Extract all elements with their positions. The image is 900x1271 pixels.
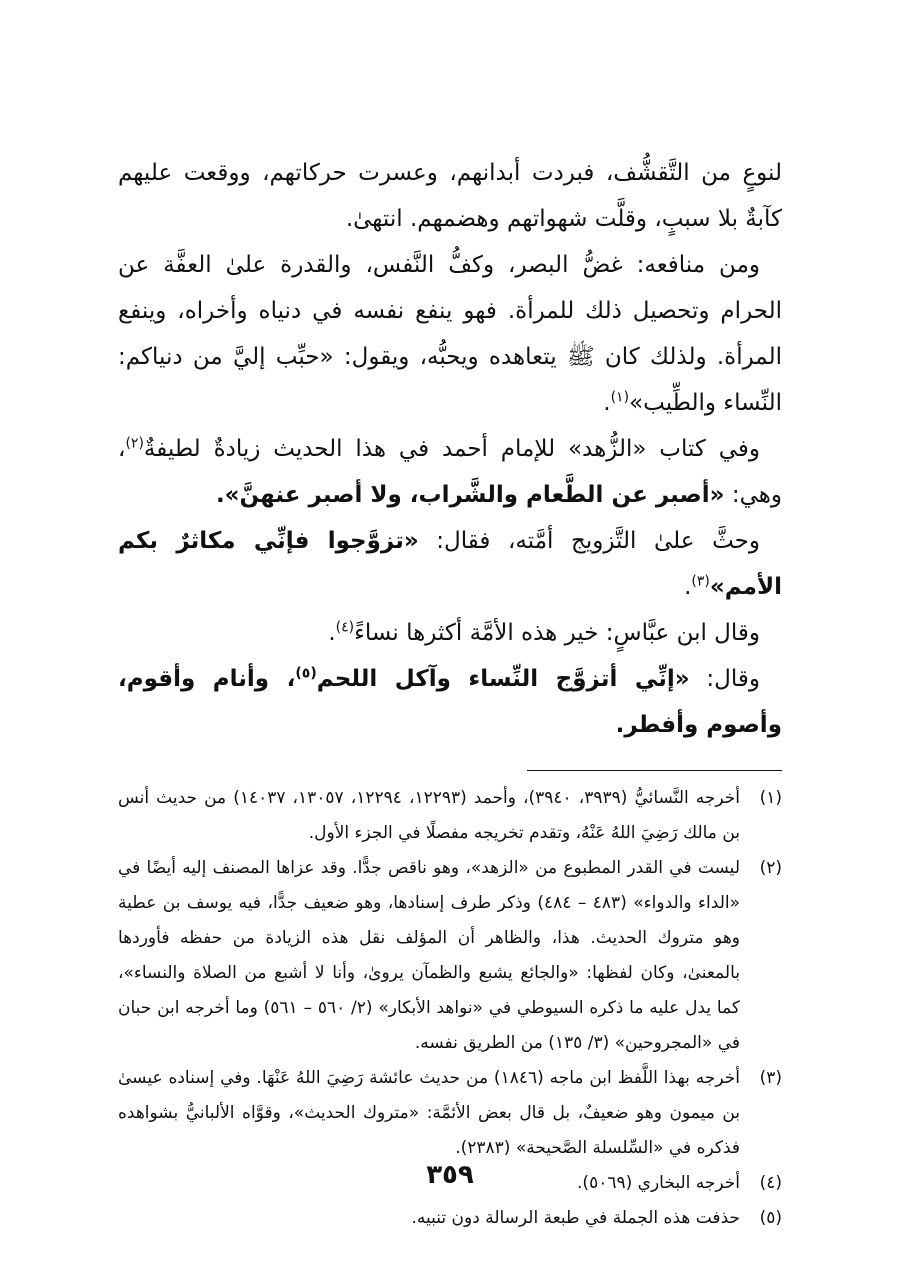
hadith-quote-start: «إنِّي أتزوَّج النِّساء وآكل اللحم (316, 666, 690, 692)
paragraph-text: وقال ابن عبَّاسٍ: خير هذه الأمَّة أكثرها نساءً (354, 620, 760, 646)
footnote-number: (١) (759, 788, 782, 808)
hadith-quote: «تزوَّجوا فإنِّي مكاثرٌ بكم الأمم» (118, 528, 782, 600)
paragraph-text: وحثَّ علىٰ التَّزويج أمَّته، فقال: (418, 528, 760, 554)
footnote-number: (٢) (759, 858, 782, 878)
main-text (118, 150, 782, 748)
paragraph-text-after: . (603, 390, 611, 416)
footnote-text: حذفت هذه الجملة في طبعة الرسالة دون تنبيه. (411, 1208, 740, 1228)
footnote-marker[interactable]: (٢) (125, 435, 144, 452)
paragraph-text: وقال: (689, 666, 760, 692)
hadith-quote: «أصبر عن الطَّعام والشَّراب، ولا أصبر عنهنَّ». (215, 482, 725, 508)
footnote-5 (118, 1201, 782, 1236)
paragraph-text: لنوعٍ من التَّقشُّف، فبردت أبدانهم، وعسرت حركاتهم، ووقعت عليهم كآبةٌ بلا سببٍ، وقلَّت شهواتهم وهضمهم. انتهىٰ. (118, 160, 782, 232)
paragraph-3 (118, 426, 782, 518)
footnote-divider (527, 770, 782, 771)
paragraph-text: ومن منافعه: غضُّ البصر، وكفُّ النَّفس، والقدرة علىٰ العفَّة عن الحرام وتحصيل ذلك للمرأة. فهو ينفع نفسه في دنياه وأخراه، وينفع المرأة. ولذلك كان ﷺ يتعاهده ويحبُّه، ويقول: «حبِّب إليَّ من دنياكم: النِّساء والطِّيب» (118, 252, 782, 416)
paragraph-text: وفي كتاب «الزُّهد» للإمام أحمد في هذا الحديث زيادةٌ لطيفةٌ (143, 436, 760, 462)
paragraph-5 (118, 610, 782, 656)
paragraph-text-after: . (684, 574, 692, 600)
footnote-marker[interactable]: (٤) (335, 619, 355, 636)
footnote-marker[interactable]: (٥) (295, 665, 317, 682)
footnote-1 (118, 781, 782, 851)
paragraph-4 (118, 518, 782, 610)
hadith-quote (118, 666, 782, 738)
paragraph-text-after: . (328, 620, 336, 646)
paragraph-6 (118, 656, 782, 748)
footnote-number: (٣) (759, 1068, 782, 1088)
footnote-marker[interactable]: (١) (610, 389, 630, 406)
footnote-marker[interactable]: (٣) (691, 573, 710, 590)
footnote-3 (118, 1061, 782, 1166)
paragraph-1 (118, 150, 782, 242)
footnote-text: أخرجه النَّسائيُّ (٣٩٣٩، ٣٩٤٠)، وأحمد (١٢٢٩٣، ١٢٢٩٤، ١٣٠٥٧، ١٤٠٣٧) من حديث أنس بن مالك رَضِيَ اللهُ عَنْهُ، وتقدم تخريجه مفصلًا في الجزء الأول. (118, 788, 741, 843)
footnote-text: أخرجه بهذا اللَّفظ ابن ماجه (١٨٤٦) من حديث عائشة رَضِيَ اللهُ عَنْهَا. وفي إسناده عيسىٰ بن ميمون وهو ضعيفٌ، بل قال بعض الأئمَّة: «متروك الحديث»، وقوَّاه الألبانيُّ بشواهده فذكره في «السِّلسلة الصَّحيحة» (٢٣٨٣). (118, 1068, 741, 1158)
footnote-number: (٥) (759, 1208, 782, 1228)
footnote-text: أخرجه البخاري (٥٠٦٩). (577, 1173, 740, 1193)
page-number: ٣٥٩ (426, 1160, 474, 1190)
footnote-text: ليست في القدر المطبوع من «الزهد»، وهو ناقص جدًّا. وقد عزاها المصنف إليه أيضًا في «الداء والدواء» (٤٨٣ – ٤٨٤) وذكر طرف إسنادها، وهو ضعيف جدًّا، فيه يوسف بن عطية وهو متروك الحديث. هذا، والظاهر أن المؤلف نقل هذه الزيادة من حفظه فأوردها بالمعنىٰ، وكان لفظها: «والجائع يشبع والظمآن يروىٰ، وأنا لا أشبع من الصلاة والنساء»، كما يدل عليه ما ذكره السيوطي في «نواهد الأبكار» (٢/ ٥٦٠ – ٥٦١) وما أخرجه ابن حبان في «المجروحين» (٣/ ١٣٥) من الطريق نفسه. (118, 858, 741, 1053)
hadith-quote-end: ، وأنام وأقوم، وأصوم وأفطر. (118, 666, 782, 738)
paragraph-text-after: ، وهي: (118, 436, 782, 508)
footnote-2 (118, 851, 782, 1061)
paragraph-2 (118, 242, 782, 426)
footnote-number: (٤) (759, 1173, 782, 1193)
